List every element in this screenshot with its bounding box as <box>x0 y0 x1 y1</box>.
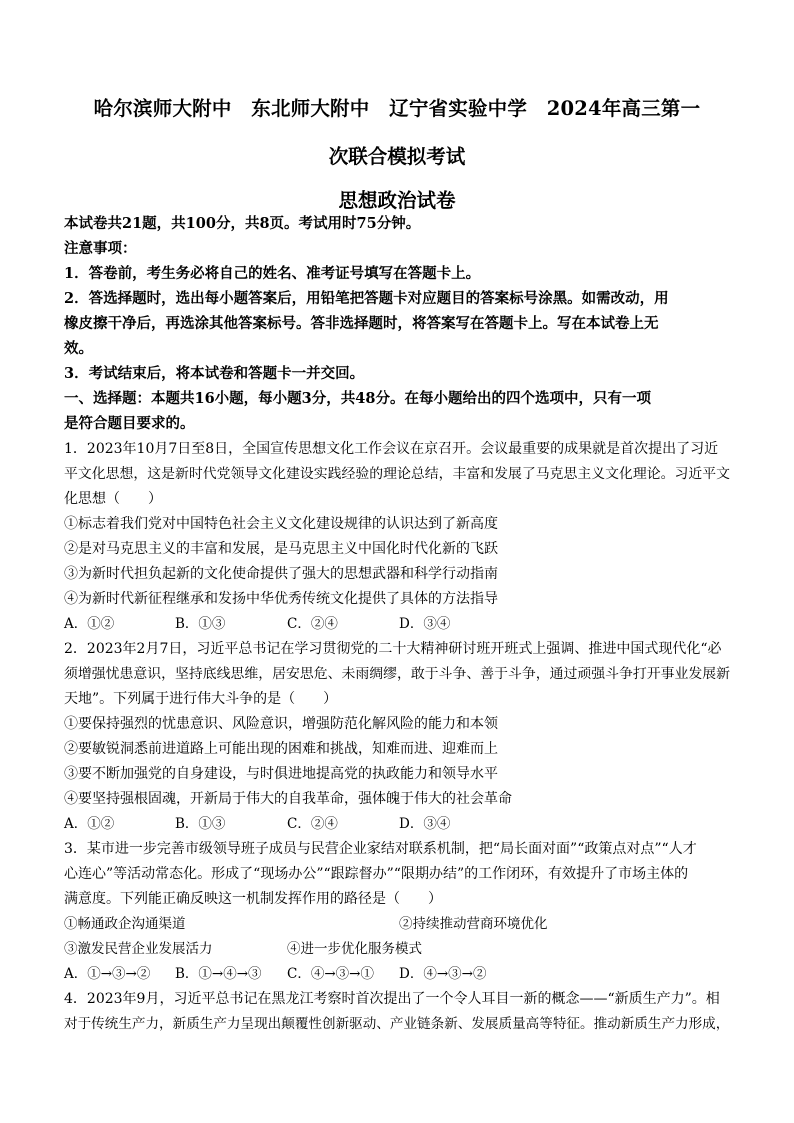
q3-statement-3: ③激发民营企业发展活力 <box>64 941 213 957</box>
q3-option-d: D．④→③→② <box>399 966 487 982</box>
q2-statement-3: ③要不断加强党的自身建设，与时俱进地提高党的执政能力和领导水平 <box>64 766 498 782</box>
exam-title-line1: 哈尔滨师大附中 东北师大附中 辽宁省实验中学 2024年高三第一 <box>93 97 701 120</box>
q2-option-a: A．①② <box>64 816 115 832</box>
q3-stem-line3: 满意度。下列能正确反映这一机制发挥作用的路径是（ ） <box>64 891 442 907</box>
q3-option-b: B．①→④→③ <box>175 966 262 982</box>
q4-stem-line1: 4．2023年9月，习近平总书记在黑龙江考察时首次提出了一个令人耳目一新的概念——“新质生产力”。相 <box>64 991 720 1007</box>
notice-item-2-line2: 橡皮擦干净后，再选涂其他答案标号。答非选择题时，将答案写在答题卡上。写在本试卷上无 <box>64 315 659 332</box>
q1-statement-1: ①标志着我们党对中国特色社会主义文化建设规律的认识达到了新高度 <box>64 516 498 532</box>
q2-option-c: C．②④ <box>287 816 338 832</box>
q2-option-d: D．③④ <box>399 816 451 832</box>
q2-stem-line2: 须增强忧患意识，坚持底线思维，居安思危、未雨绸缪，敢于斗争、善于斗争，通过顽强斗争打开事业发展新 <box>64 666 731 682</box>
q1-option-a: A．①② <box>64 616 115 632</box>
exam-subject-title: 思想政治试卷 <box>338 189 456 212</box>
notice-heading: 注意事项： <box>64 240 137 257</box>
exam-title-line2: 次联合模拟考试 <box>328 145 466 168</box>
q3-statement-2: ②持续推动营商环境优化 <box>399 916 548 932</box>
section1-instructions-line2: 是符合题目要求的。 <box>64 415 195 432</box>
q3-option-a: A．①→③→② <box>64 966 151 982</box>
notice-item-2-line1: 2．答选择题时，选出每小题答案后，用铅笔把答题卡对应题目的答案标号涂黑。如需改动，用 <box>64 290 669 307</box>
q1-option-c: C．②④ <box>287 616 338 632</box>
q3-statement-1: ①畅通政企沟通渠道 <box>64 916 186 932</box>
q1-statement-4: ④为新时代新征程继承和发扬中华优秀传统文化提供了具体的方法指导 <box>64 591 498 607</box>
q3-statement-4: ④进一步优化服务模式 <box>287 941 422 957</box>
section1-instructions-line1: 一、选择题：本题共16小题，每小题3分，共48分。在每小题给出的四个选项中，只有一项 <box>64 390 651 407</box>
q1-option-d: D．③④ <box>399 616 451 632</box>
q1-statement-3: ③为新时代担负起新的文化使命提供了强大的思想武器和科学行动指南 <box>64 566 498 582</box>
q2-stem-line3: 天地”。下列属于进行伟大斗争的是（ ） <box>64 691 338 707</box>
q1-option-b: B．①③ <box>175 616 226 632</box>
q1-statement-2: ②是对马克思主义的丰富和发展，是马克思主义中国化时代化新的飞跃 <box>64 541 498 557</box>
notice-item-1: 1．答卷前，考生务必将自己的姓名、准考证号填写在答题卡上。 <box>64 265 481 282</box>
q3-option-c: C．④→③→① <box>287 966 374 982</box>
q1-stem-line3: 化思想（ ） <box>64 491 162 507</box>
q2-statement-1: ①要保持强烈的忧患意识、风险意识，增强防范化解风险的能力和本领 <box>64 716 498 732</box>
q2-stem-line1: 2．2023年2月7日，习近平总书记在学习贯彻党的二十大精神研讨班开班式上强调、推进中国式现代化“必 <box>64 641 722 657</box>
q2-statement-4: ④要坚持强根固魂，开新局于伟大的自我革命，强体魄于伟大的社会革命 <box>64 791 512 807</box>
exam-intro: 本试卷共21题，共100分，共8页。考试用时75分钟。 <box>64 215 421 232</box>
q2-statement-2: ②要敏锐洞悉前进道路上可能出现的困难和挑战，知难而进、迎难而上 <box>64 741 498 757</box>
notice-item-2-line3: 效。 <box>64 340 93 357</box>
q4-stem-line2: 对于传统生产力，新质生产力呈现出颠覆性创新驱动、产业链条新、发展质量高等特征。推动新质生产力形成， <box>64 1016 730 1032</box>
q3-stem-line2: 心连心”等活动常态化。形成了“现场办公”“跟踪督办”“限期办结”的工作闭环，有效提升了市场主体的 <box>64 866 689 882</box>
q3-stem-line1: 3．某市进一步完善市级领导班子成员与民营企业家结对联系机制，把“局长面对面”“政策点对点”“人才 <box>64 841 697 857</box>
q1-stem-line2: 平文化思想，这是新时代党领导文化建设实践经验的理论总结，丰富和发展了马克思主义文化理论。习近平文 <box>64 466 731 482</box>
notice-item-3: 3．考试结束后，将本试卷和答题卡一并交回。 <box>64 365 365 382</box>
q1-stem-line1: 1．2023年10月7日至8日，全国宣传思想文化工作会议在京召开。会议最重要的成果就是首次提出了习近 <box>64 441 719 457</box>
q2-option-b: B．①③ <box>175 816 226 832</box>
